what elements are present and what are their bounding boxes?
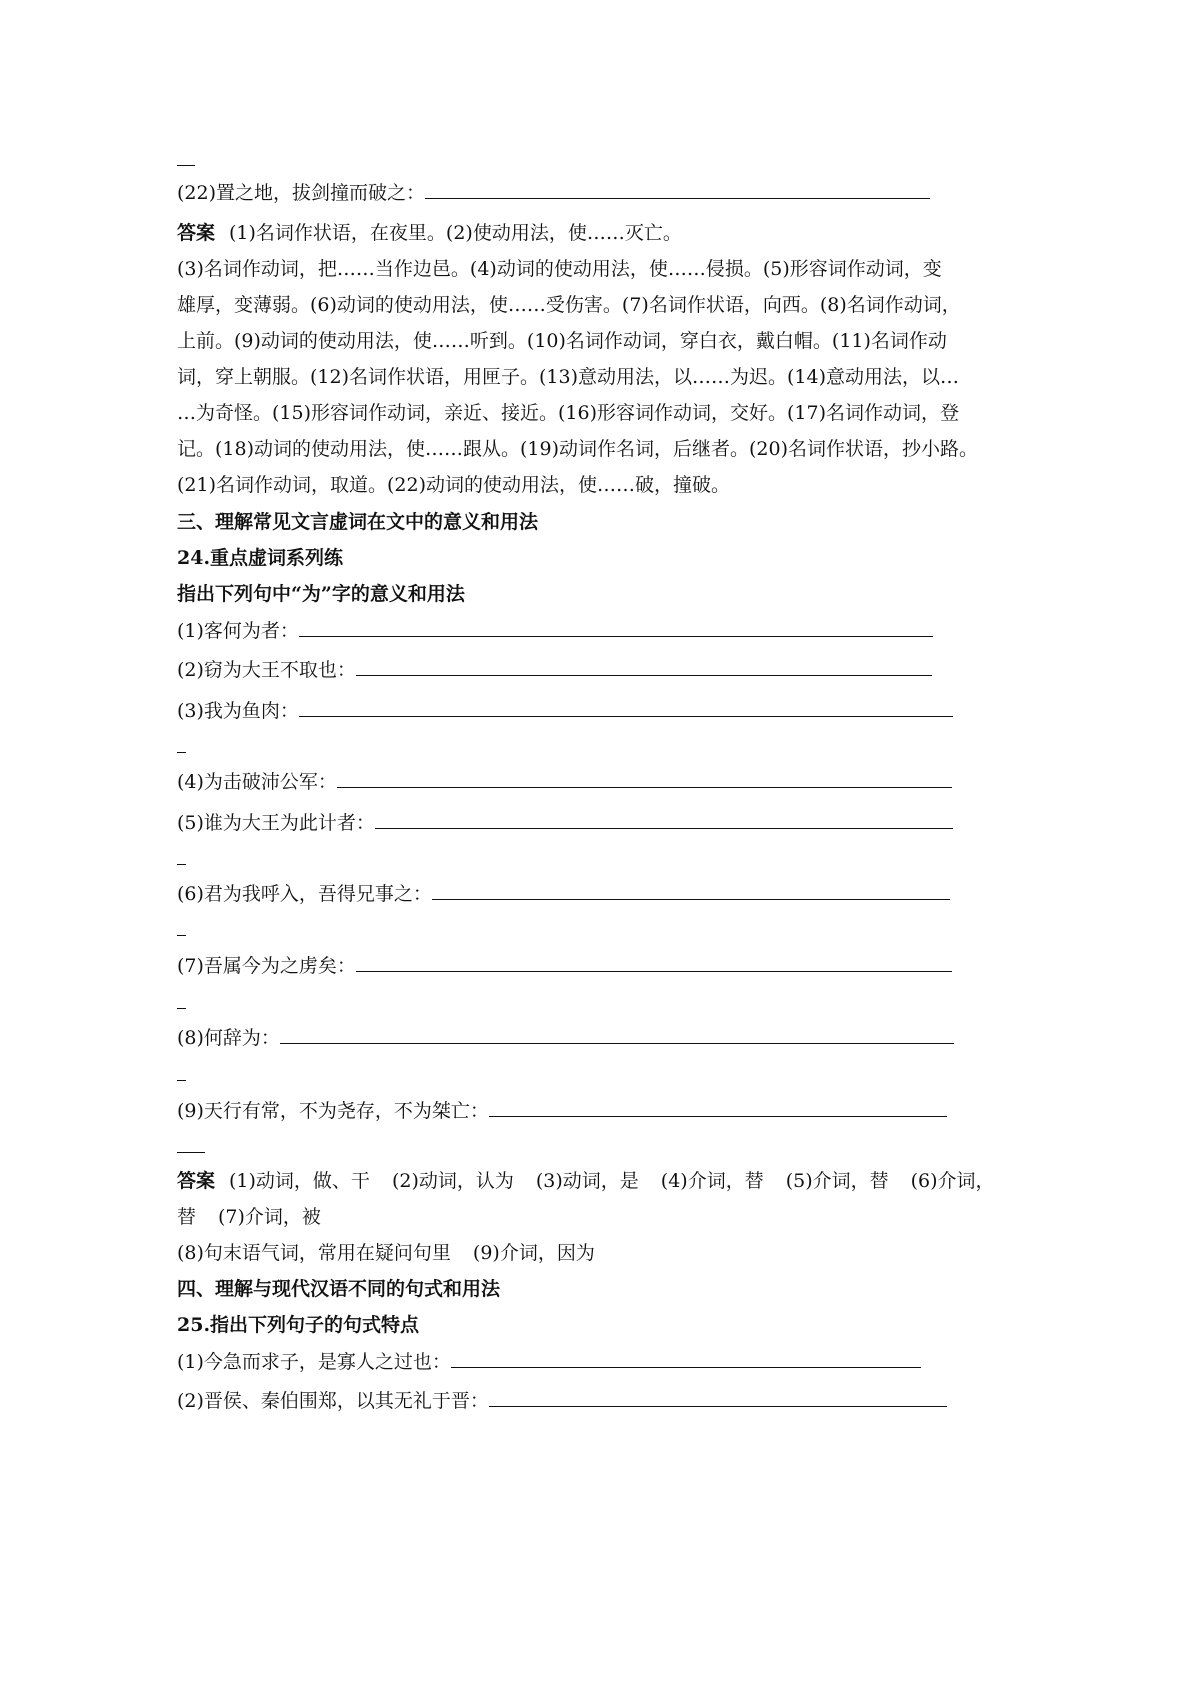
answer-blank[interactable] [356, 953, 952, 972]
question-text: (9)天行有常，不为尧存，不为桀亡： [177, 1100, 489, 1122]
question-25-title: 25.指出下列句子的句式特点 [177, 1314, 420, 1336]
answer-dash [177, 1008, 186, 1009]
answer-item: (2)动词，认为 [391, 1170, 514, 1192]
question-24-4 [177, 769, 952, 794]
answer-label: 答案 [177, 1170, 216, 1192]
answer-blank[interactable] [489, 1388, 947, 1407]
answer-block-2-line-2 [177, 1241, 595, 1265]
answer-item: (7)介词，被 [218, 1206, 321, 1228]
answer-dash [177, 864, 186, 865]
answer-block-2-line-1 [177, 1205, 321, 1229]
answer-blank[interactable] [299, 618, 933, 637]
question-text: (2)晋侯、秦伯围郑，以其无礼于晋： [177, 1390, 489, 1412]
question-text: (5)谁为大王为此计者： [177, 812, 375, 834]
question-24-5 [177, 810, 953, 835]
answer-blank[interactable] [280, 1025, 954, 1044]
question-25-1 [177, 1349, 921, 1374]
answer-dash [177, 1080, 186, 1081]
answer-block-2-line-0 [177, 1169, 995, 1193]
answer-block-1-line-1: (3)名词作动词，把……当作边邑。(4)动词的使动用法，使……侵损。(5)形容词作动词，变 [177, 258, 942, 280]
answer-item: 替 [177, 1206, 197, 1228]
answer-item: (8)句末语气词，常用在疑问句里 [177, 1242, 451, 1264]
answer-dash [177, 165, 195, 166]
answer-blank[interactable] [489, 1098, 947, 1117]
answer-text: (1)名词作状语，在夜里。(2)使动用法，使……灭亡。 [229, 222, 682, 244]
question-24-6 [177, 881, 950, 906]
answer-item: (5)介词，替 [785, 1170, 889, 1192]
answer-block-1-line-7: (21)名词作动词，取道。(22)动词的使动用法，使……破，撞破。 [177, 474, 731, 496]
question-22 [177, 180, 930, 205]
question-text: (1)今急而求子，是寡人之过也： [177, 1351, 451, 1373]
answer-item: (3)动词，是 [535, 1170, 639, 1192]
question-24-8 [177, 1025, 954, 1050]
question-24-1 [177, 618, 933, 643]
question-text: (3)我为鱼肉： [177, 700, 299, 722]
answer-blank[interactable] [432, 881, 950, 900]
answer-label: 答案 [177, 222, 216, 244]
answer-item: (1)动词，做、干 [229, 1170, 370, 1192]
answer-block-1-line-4: 词，穿上朝服。(12)名词作状语，用匣子。(13)意动用法，以……为迟。(14)意动用法，以… [177, 366, 960, 388]
answer-item: (4)介词，替 [660, 1170, 764, 1192]
question-text: (1)客何为者： [177, 620, 299, 642]
answer-dash [177, 1152, 205, 1153]
answer-dash [177, 935, 186, 936]
answer-block-1-line-0 [177, 221, 682, 245]
question-text: (7)吾属今为之虏矣： [177, 955, 356, 977]
answer-blank[interactable] [299, 698, 953, 717]
question-text: (4)为击破沛公军： [177, 771, 337, 793]
question-text: (6)君为我呼入，吾得兄事之： [177, 883, 432, 905]
question-24-subtitle: 指出下列句中“为”字的意义和用法 [177, 583, 465, 605]
answer-blank[interactable] [425, 180, 930, 199]
question-25-2 [177, 1388, 947, 1413]
answer-block-1-line-2: 雄厚，变薄弱。(6)动词的使动用法，使……受伤害。(7)名词作状语，向西。(8)名词作动词， [177, 294, 961, 316]
answer-blank[interactable] [337, 769, 952, 788]
answer-block-1-line-5: …为奇怪。(15)形容词作动词，亲近、接近。(16)形容词作动词，交好。(17)名词作动词，登 [177, 402, 960, 424]
answer-item: (6)介词， [910, 1170, 995, 1192]
question-24-9 [177, 1098, 947, 1123]
question-24-7 [177, 953, 952, 978]
answer-blank[interactable] [451, 1349, 921, 1368]
question-24-2 [177, 657, 932, 682]
section-4-title: 四、理解与现代汉语不同的句式和用法 [177, 1278, 501, 1300]
section-3-title: 三、理解常见文言虚词在文中的意义和用法 [177, 511, 539, 533]
answer-block-1-line-6: 记。(18)动词的使动用法，使……跟从。(19)动词作名词，后继者。(20)名词作状语，抄小路。 [177, 438, 979, 460]
question-24-3 [177, 698, 953, 723]
question-text: (2)窃为大王不取也： [177, 659, 356, 681]
answer-blank[interactable] [375, 810, 953, 829]
answer-item: (9)介词，因为 [472, 1242, 595, 1264]
answer-block-1-line-3: 上前。(9)动词的使动用法，使……听到。(10)名词作动词，穿白衣，戴白帽。(11)名词作动 [177, 330, 947, 352]
question-text: (22)置之地，拔剑撞而破之： [177, 182, 426, 204]
answer-blank[interactable] [356, 657, 932, 676]
answer-dash [177, 752, 186, 753]
question-text: (8)何辞为： [177, 1027, 280, 1049]
question-24-title: 24.重点虚词系列练 [177, 547, 344, 569]
